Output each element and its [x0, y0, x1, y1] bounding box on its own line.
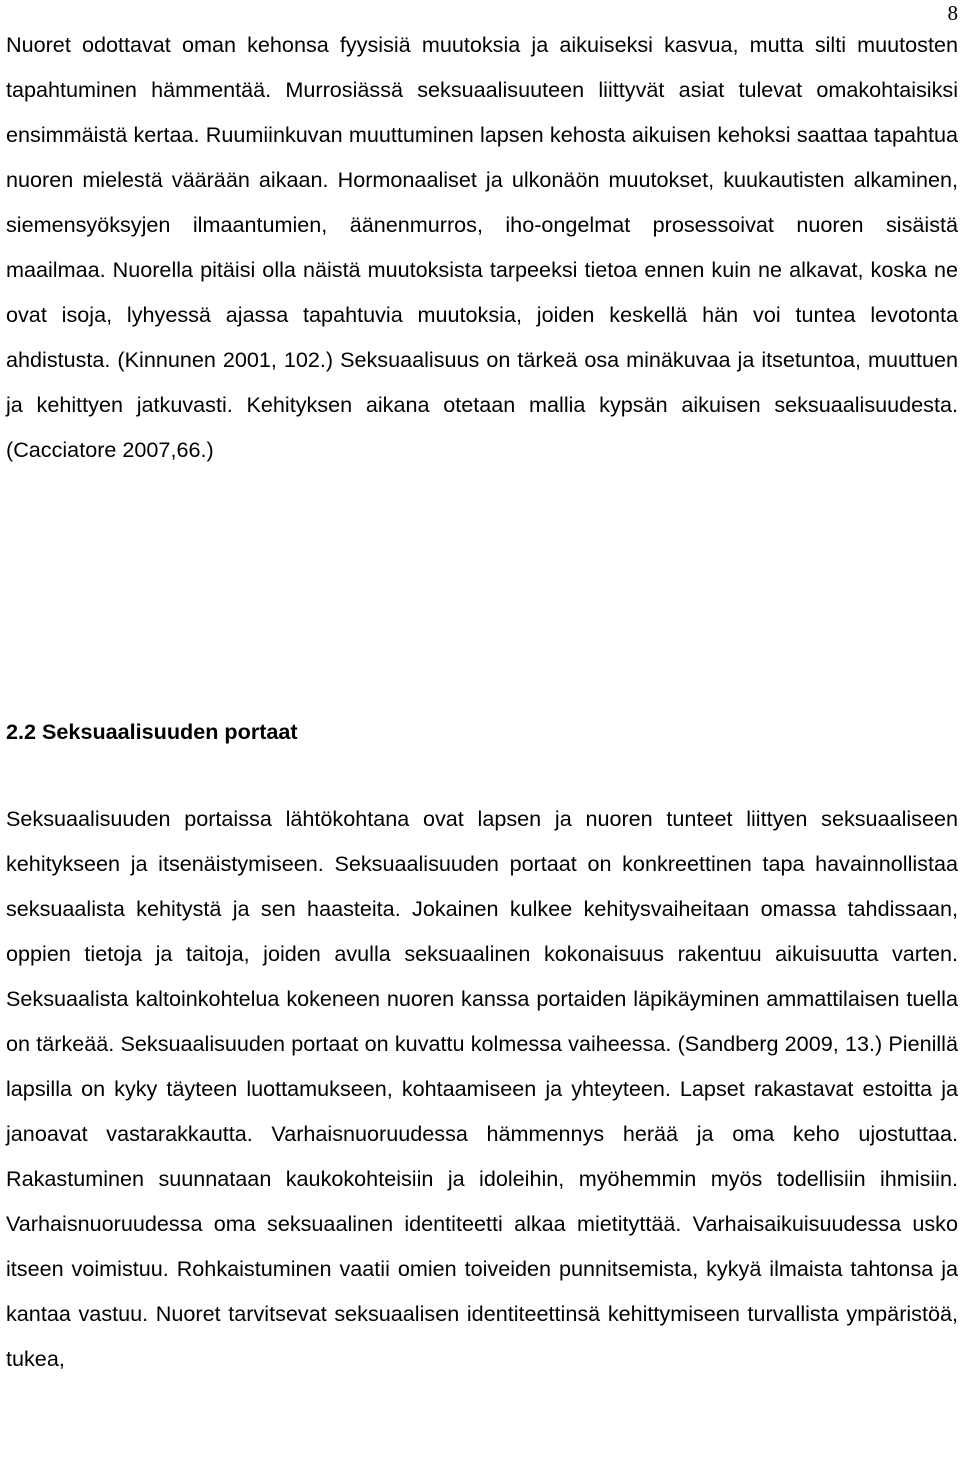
body-paragraph: Seksuaalisuuden portaissa lähtökohtana ovat lapsen ja nuoren tunteet liittyen seksuaaliseen kehitykseen ja itsenäistymiseen. Seksuaalisuuden portaat on konkreettinen tapa havainnollistaa seksuaalista kehitystä ja sen haasteita. Jokainen kulkee kehitysvaiheitaan omassa tahdissaan, oppien tietoja ja taitoja, joiden avulla seksuaalinen kokonaisuus rakentuu aikuisuutta varten. Seksuaalista kaltoinkohtelua kokeneen nuoren kanssa portaiden läpikäyminen ammattilaisen tuella on tärkeää. Seksuaalisuuden portaat on kuvattu kolmessa vaiheessa. (Sandberg 2009, 13.) Pienillä lapsilla on kyky täyteen luottamukseen, kohtaamiseen ja yhteyteen. Lapset rakastavat estoitta ja janoavat vastarakkautta. Varhaisnuoruudessa hämmennys herää ja oma keho ujostuttaa. Rakastuminen suunnataan kaukokohteisiin ja idoleihin, myöhemmin myös todellisiin ihmisiin. Varhaisnuoruudessa oma seksuaalinen identiteetti alkaa mietityttää. Varhaisaikuisuudessa usko itseen voimistuu. Rohkaistuminen vaatii omien toiveiden punnitsemista, kykyä ilmaista tahtonsa ja kantaa vastuu. Nuoret tarvitsevat seksuaalisen identiteettinsä kehittymiseen turvallista ympäristöä, tukea,: [6, 806, 958, 1371]
section-heading: 2.2 Seksuaalisuuden portaat: [6, 719, 298, 744]
body-paragraph: Nuoret odottavat oman kehonsa fyysisiä muutoksia ja aikuiseksi kasvua, mutta silti muutosten tapahtuminen hämmentää. Murrosiässä seksuaalisuuteen liittyvät asiat tulevat omakohtaisiksi ensimmäistä kertaa. Ruumiinkuvan muuttuminen lapsen kehosta aikuisen kehoksi saattaa tapahtua nuoren mielestä väärään aikaan. Hormonaaliset ja ulkonäön muutokset, kuukautisten alkaminen, siemensyöksyjen ilmaantumien, äänenmurros, iho-ongelmat prosessoivat nuoren sisäistä maailmaa. Nuorella pitäisi olla näistä muutoksista tarpeeksi tietoa ennen kuin ne alkavat, koska ne ovat isoja, lyhyessä ajassa tapahtuvia muutoksia, joiden keskellä hän voi tuntea levotonta ahdistusta. (Kinnunen 2001, 102.) Seksuaalisuus on tärkeä osa minäkuvaa ja itsetuntoa, muuttuen ja kehittyen jatkuvasti. Kehityksen aikana otetaan mallia kypsän aikuisen seksuaalisuudesta. (Cacciatore 2007,66.): [6, 32, 958, 462]
page-number: 8: [947, 1, 958, 25]
